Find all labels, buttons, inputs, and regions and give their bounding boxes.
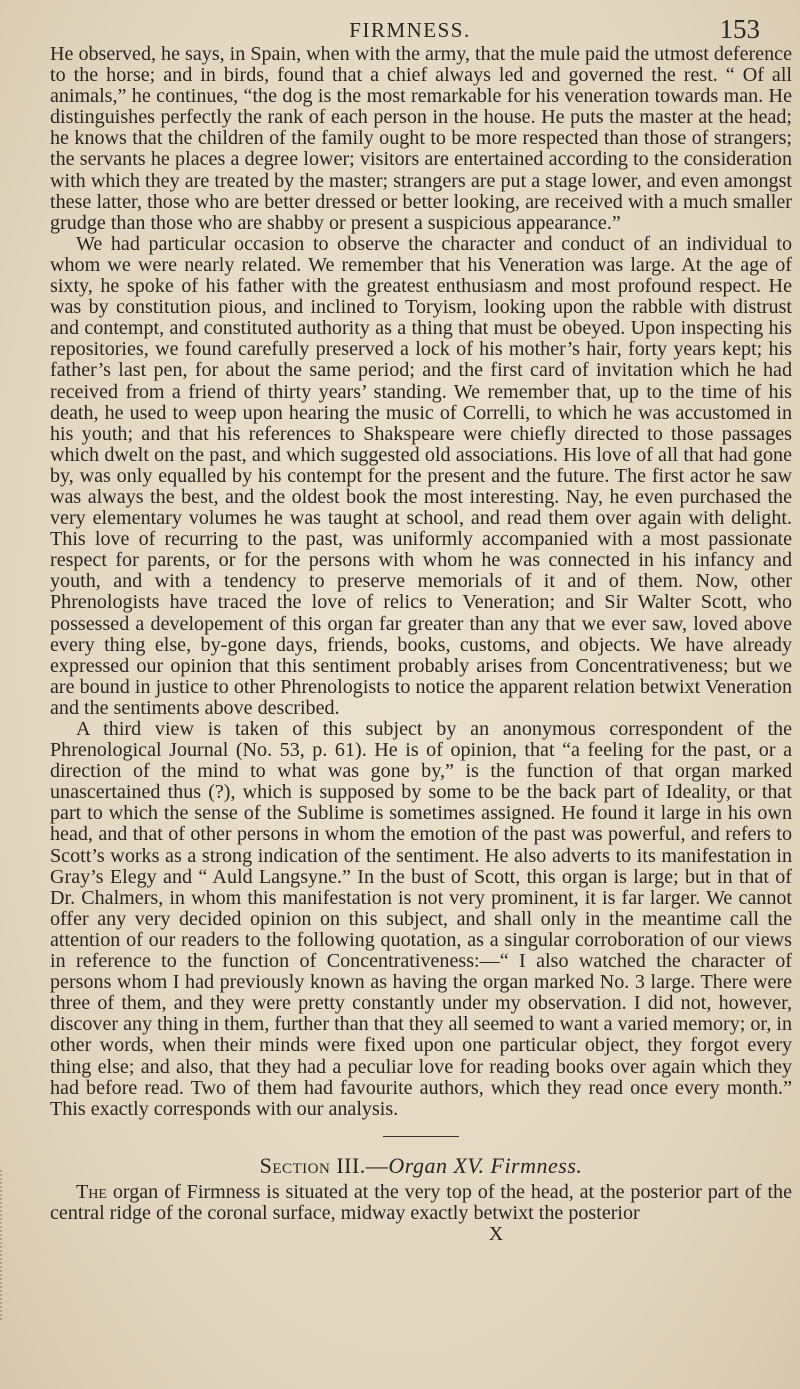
section-divider (383, 1136, 459, 1137)
section-dash: — (365, 1152, 389, 1178)
paragraph-third-view: A third view is taken of this subject by an anonymous correspondent of the Phrenological Journal (No. 53, p. 61). He is of opinion, that “a feeling for the past, or a direction of the mind to what was gone by,” is the function of that organ marked unascertained thus (?), which is supposed by some to be the back part of Ideality, or that part to which the sense of the Sublime is sometimes assigned. He found it large in his own head, and that of other persons in whom the emotion of the past was powerful, and refers to Scott’s works as a strong indication of the sentiment. He also adverts to its manifestation in Gray’s Elegy and “ Auld Langsyne.” In the bust of Scott, this organ is large; but in that of Dr. Chalmers, in whom this manifestation is not very prominent, it is far larger. We cannot offer any very decided opinion on this subject, and shall only in the meantime call the attention of our readers to the following quotation, as a singular corroboration of our views in reference to the function of Concentrativeness:—“ I also watched the character of persons whom I had previously known as having the organ marked No. 3 large. There were three of them, and they were pretty constantly under my observation. I did not, however, discover any thing in them, further than that they all seemed to want a varied memory; or, in other words, when their minds were fixed upon one particular object, they forgot every thing else; and also, that they had a peculiar love for reading books over again which they had before read. Two of them had favourite authors, which they read once every month.” This exactly corresponds with our analysis. (50, 718, 792, 1120)
section-organ: Organ XV. (388, 1152, 485, 1178)
section-name: Firmness. (490, 1152, 583, 1178)
paragraph-lead-word: The (76, 1180, 107, 1203)
page-header (60, 14, 760, 44)
signature-mark: X (488, 1223, 504, 1246)
paragraph-firmness (50, 1182, 792, 1224)
margin-stain (0, 1170, 10, 1320)
paragraph-dog-veneration: He observed, he says, in Spain, when with the army, that the mule paid the utmost deference to the horse; and in birds, found that a chief always led and governed the rest. “ Of all animals,” he continues, “the dog is the most remarkable for his veneration towards man. He distinguishes perfectly the rank of each person in the house. He puts the master at the head; he knows that the children of the family ought to be more respected than those of strangers; the servants he places a degree lower; visitors are entertained according to the consideration with which they are treated by the master; strangers are put a stage lower, and even amongst these latter, those who are better dressed or better looking, are received with a much smaller grudge than those who are shabby or present a suspicious appearance.” (50, 43, 792, 234)
paragraph-relative-veneration: We had particular occasion to observe the character and conduct of an individual to whom we were nearly related. We remember that his Veneration was large. At the age of sixty, he spoke of his father with the greatest enthusiasm and most profound respect. He was by constitution pious, and inclined to Toryism, looking upon the rabble with distrust and contempt, and constituted authority as a thing that must be obeyed. Upon inspecting his repositories, we found carefully preserved a lock of his mother’s hair, forty years kept; his father’s last pen, for about the same period; and the first card of invitation which he had received from a friend of thirty years’ standing. We remember that, up to the time of his death, he used to weep upon hearing the music of Correlli, to which he was accustomed in his youth; and that his references to Shakspeare were chiefly directed to those passages which dwelt on the past, and which suggested old associations. His love of all that had gone by, was only equalled by his contempt for the present and the future. The first actor he saw was always the best, and the oldest book the most interesting. Nay, he even purchased the very elementary volumes he was taught at school, and read them over again with delight. This love of recurring to the past, was uniformly accompanied with a most passionate respect for parents, or for the persons with whom he was connected in his infancy and youth, and with a tendency to preserve memorials of it and of them. Now, other Phrenologists have traced the love of relics to Veneration; and Sir Walter Scott, who possessed a developement of this organ far greater than any that we ever saw, loved above every thing else, by-gone days, friends, books, customs, and objects. We have already expressed our opinion that this sentiment probably arises from Concentrativeness; but we are bound in justice to other Phrenologists to notice the apparent relation betwixt Veneration and the sentiments above described. (50, 232, 792, 719)
section-prefix: Section (259, 1152, 331, 1178)
section-number: III. (336, 1152, 366, 1178)
section-heading (50, 1152, 792, 1178)
page-number: 153 (719, 14, 760, 44)
paragraph-firmness-text: organ of Firmness is situated at the very top of the head, at the posterior part of the central ridge of the coronal surface, midway exactly betwixt the posterior (50, 1180, 792, 1224)
body-text (50, 44, 792, 1245)
running-title: FIRMNESS. (349, 18, 471, 42)
